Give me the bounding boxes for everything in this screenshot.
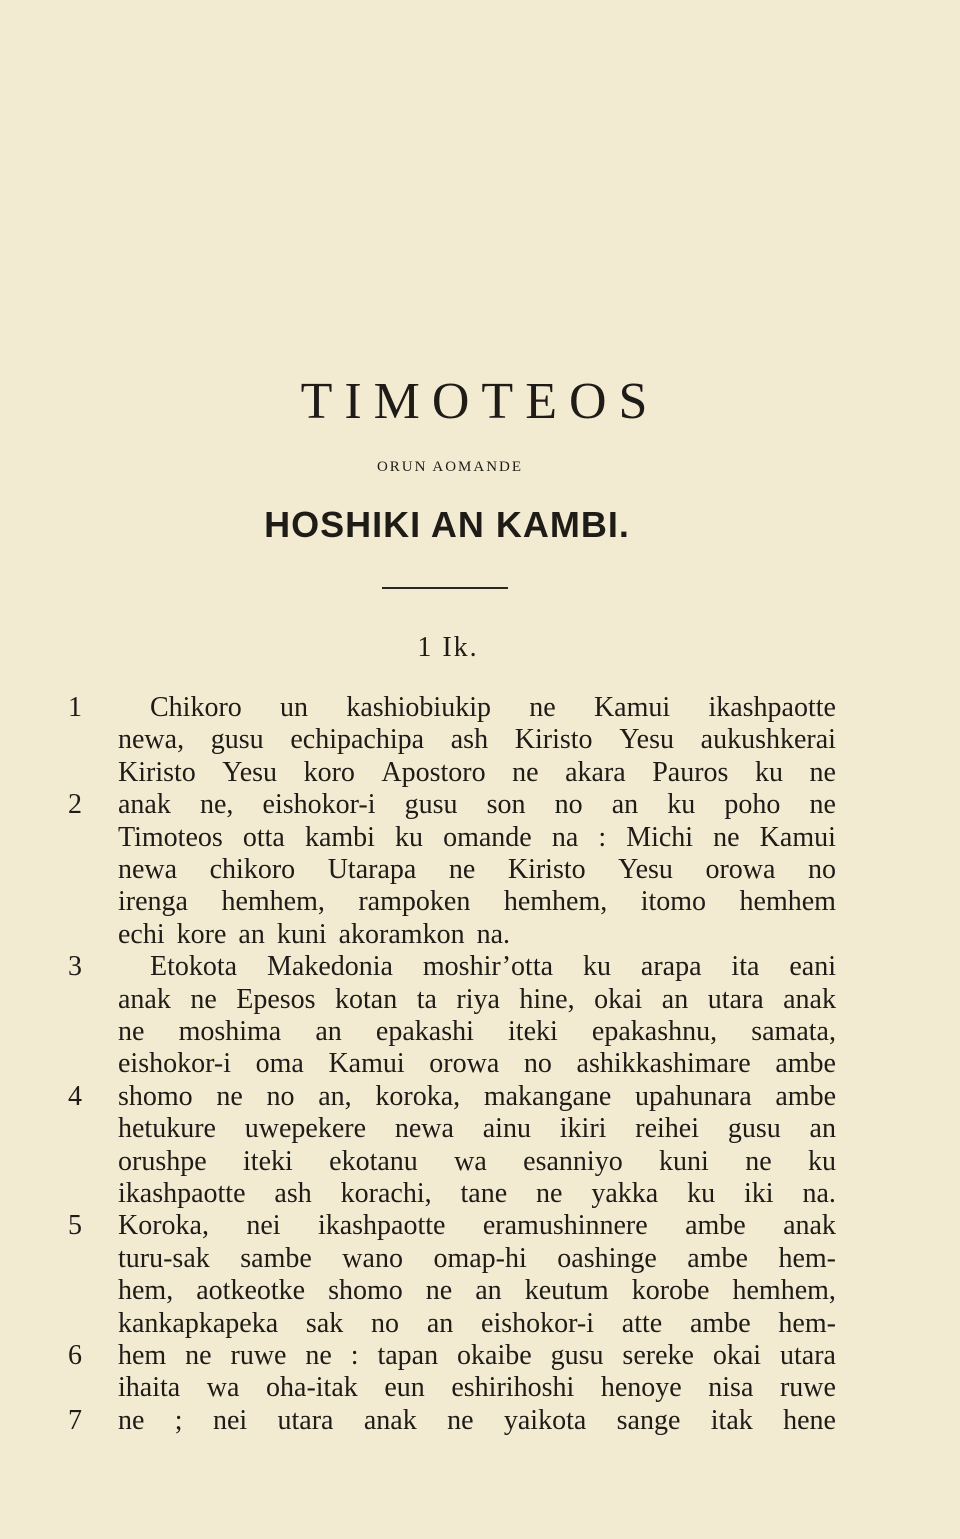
text-line: Chikoro un kashiobiukip ne Kamui ikashpaotte <box>150 692 836 723</box>
text-line: newa chikoro Utarapa ne Kiristo Yesu orowa no <box>118 854 836 885</box>
verse-number: 3 <box>68 951 82 983</box>
text-line: anak ne, eishokor-i gusu son no an ku poho ne <box>118 789 836 821</box>
text-line: orushpe iteki ekotanu wa esanniyo kuni ne ku <box>118 1145 836 1177</box>
text-line: Kiristo Yesu koro Apostoro ne akara Pauros ku ne <box>118 756 836 788</box>
text-line: echi kore an kuni akoramkon na. <box>118 918 511 950</box>
text-line: Timoteos otta kambi ku omande na : Michi ne Kamui <box>118 821 836 853</box>
book-title: TIMOTEOS <box>300 373 660 430</box>
divider-rule <box>382 587 508 589</box>
text-line: ihaita wa oha-itak eun eshirihoshi henoye nisa ruwe <box>118 1372 836 1404</box>
text-line: newa, gusu echipachipa ash Kiristo Yesu aukushkerai <box>118 724 836 756</box>
text-line: kankapkapeka sak no an eishokor-i atte ambe hem- <box>118 1307 836 1339</box>
text-line: anak ne Epesos kotan ta riya hine, okai an utara anak <box>118 983 836 1015</box>
text-line: ne moshima an epakashi iteki epakashnu, samata, <box>118 1016 836 1047</box>
text-line: ne ; nei utara anak ne yaikota sange itak hene <box>118 1404 836 1436</box>
text-line: turu-sak sambe wano omap-hi oashinge ambe hem- <box>118 1242 836 1274</box>
text-line: hem, aotkeotke shomo ne an keutum korobe hemhem, <box>118 1275 836 1307</box>
text-line: irenga hemhem, rampoken hemhem, itomo hemhem <box>118 886 836 918</box>
text-line: hem ne ruwe ne : tapan okaibe gusu sereke okai utara <box>118 1340 836 1371</box>
verse-number: 4 <box>68 1080 82 1112</box>
text-line: shomo ne no an, koroka, makangane upahunara ambe <box>118 1080 836 1112</box>
book-subtitle: ORUN AOMANDE <box>376 459 524 475</box>
text-line: hetukure uwepekere newa ainu ikiri reihei gusu an <box>118 1113 836 1145</box>
text-line: Etokota Makedonia moshir’otta ku arapa ita eani <box>150 951 836 983</box>
text-line: eishokor-i oma Kamui orowa no ashikkashimare ambe <box>118 1048 836 1080</box>
section-heading: HOSHIKI AN KAMBI. <box>264 504 630 545</box>
verse-number: 7 <box>68 1404 82 1436</box>
text-line: Koroka, nei ikashpaotte eramushinnere ambe anak <box>118 1210 836 1242</box>
verse-number: 5 <box>68 1210 82 1242</box>
verse-number: 1 <box>68 692 82 723</box>
text-line: ikashpaotte ash korachi, tane ne yakka ku iki na. <box>118 1178 836 1209</box>
chapter-heading: 1 Ik. <box>417 632 479 663</box>
verse-number: 2 <box>68 789 82 821</box>
verse-number: 6 <box>68 1340 82 1371</box>
